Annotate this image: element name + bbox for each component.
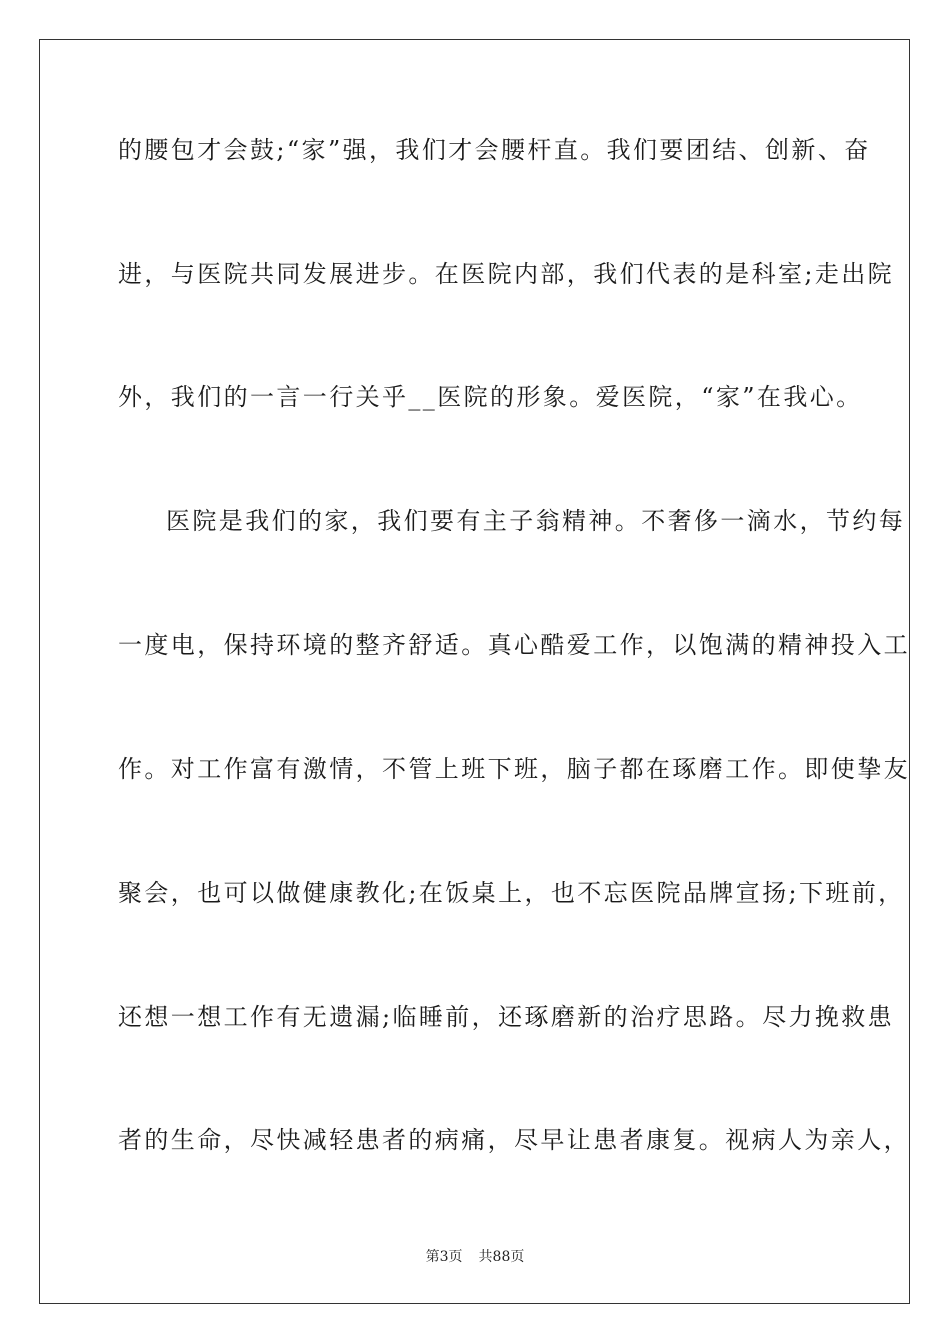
page-footer: [0, 1248, 950, 1266]
body-text-line-1: 的腰包才会鼓;“家”强，我们才会腰杆直。我们要团结、创新、奋: [118, 136, 871, 164]
body-text-line-6: 作。对工作富有激情，不管上班下班，脑子都在琢磨工作。即使挚友: [118, 755, 910, 783]
body-text-line-5: 一度电，保持环境的整齐舒适。真心酷爱工作，以饱满的精神投入工: [118, 631, 910, 659]
body-text-line-9: 者的生命，尽快减轻患者的病痛，尽早让患者康复。视病人为亲人，: [118, 1126, 910, 1154]
body-text-line-3: 外，我们的一言一行关乎__医院的形象。爱医院，“家”在我心。: [118, 383, 863, 411]
body-text-line-2: 进，与医院共同发展进步。在医院内部，我们代表的是科室;走出院: [118, 260, 895, 288]
body-text-line-8: 还想一想工作有无遗漏;临睡前，还琢磨新的治疗思路。尽力挽救患: [118, 1003, 895, 1031]
current-page-label: 第3页: [425, 1249, 463, 1265]
paragraph-start-line: 医院是我们的家，我们要有主子翁精神。不奢侈一滴水，节约每: [166, 507, 906, 535]
body-text-line-7: 聚会，也可以做健康教化;在饭桌上，也不忘医院品牌宣扬;下班前，: [118, 879, 905, 907]
total-pages-label: 共88页: [478, 1249, 525, 1265]
page-frame: [39, 39, 910, 1304]
